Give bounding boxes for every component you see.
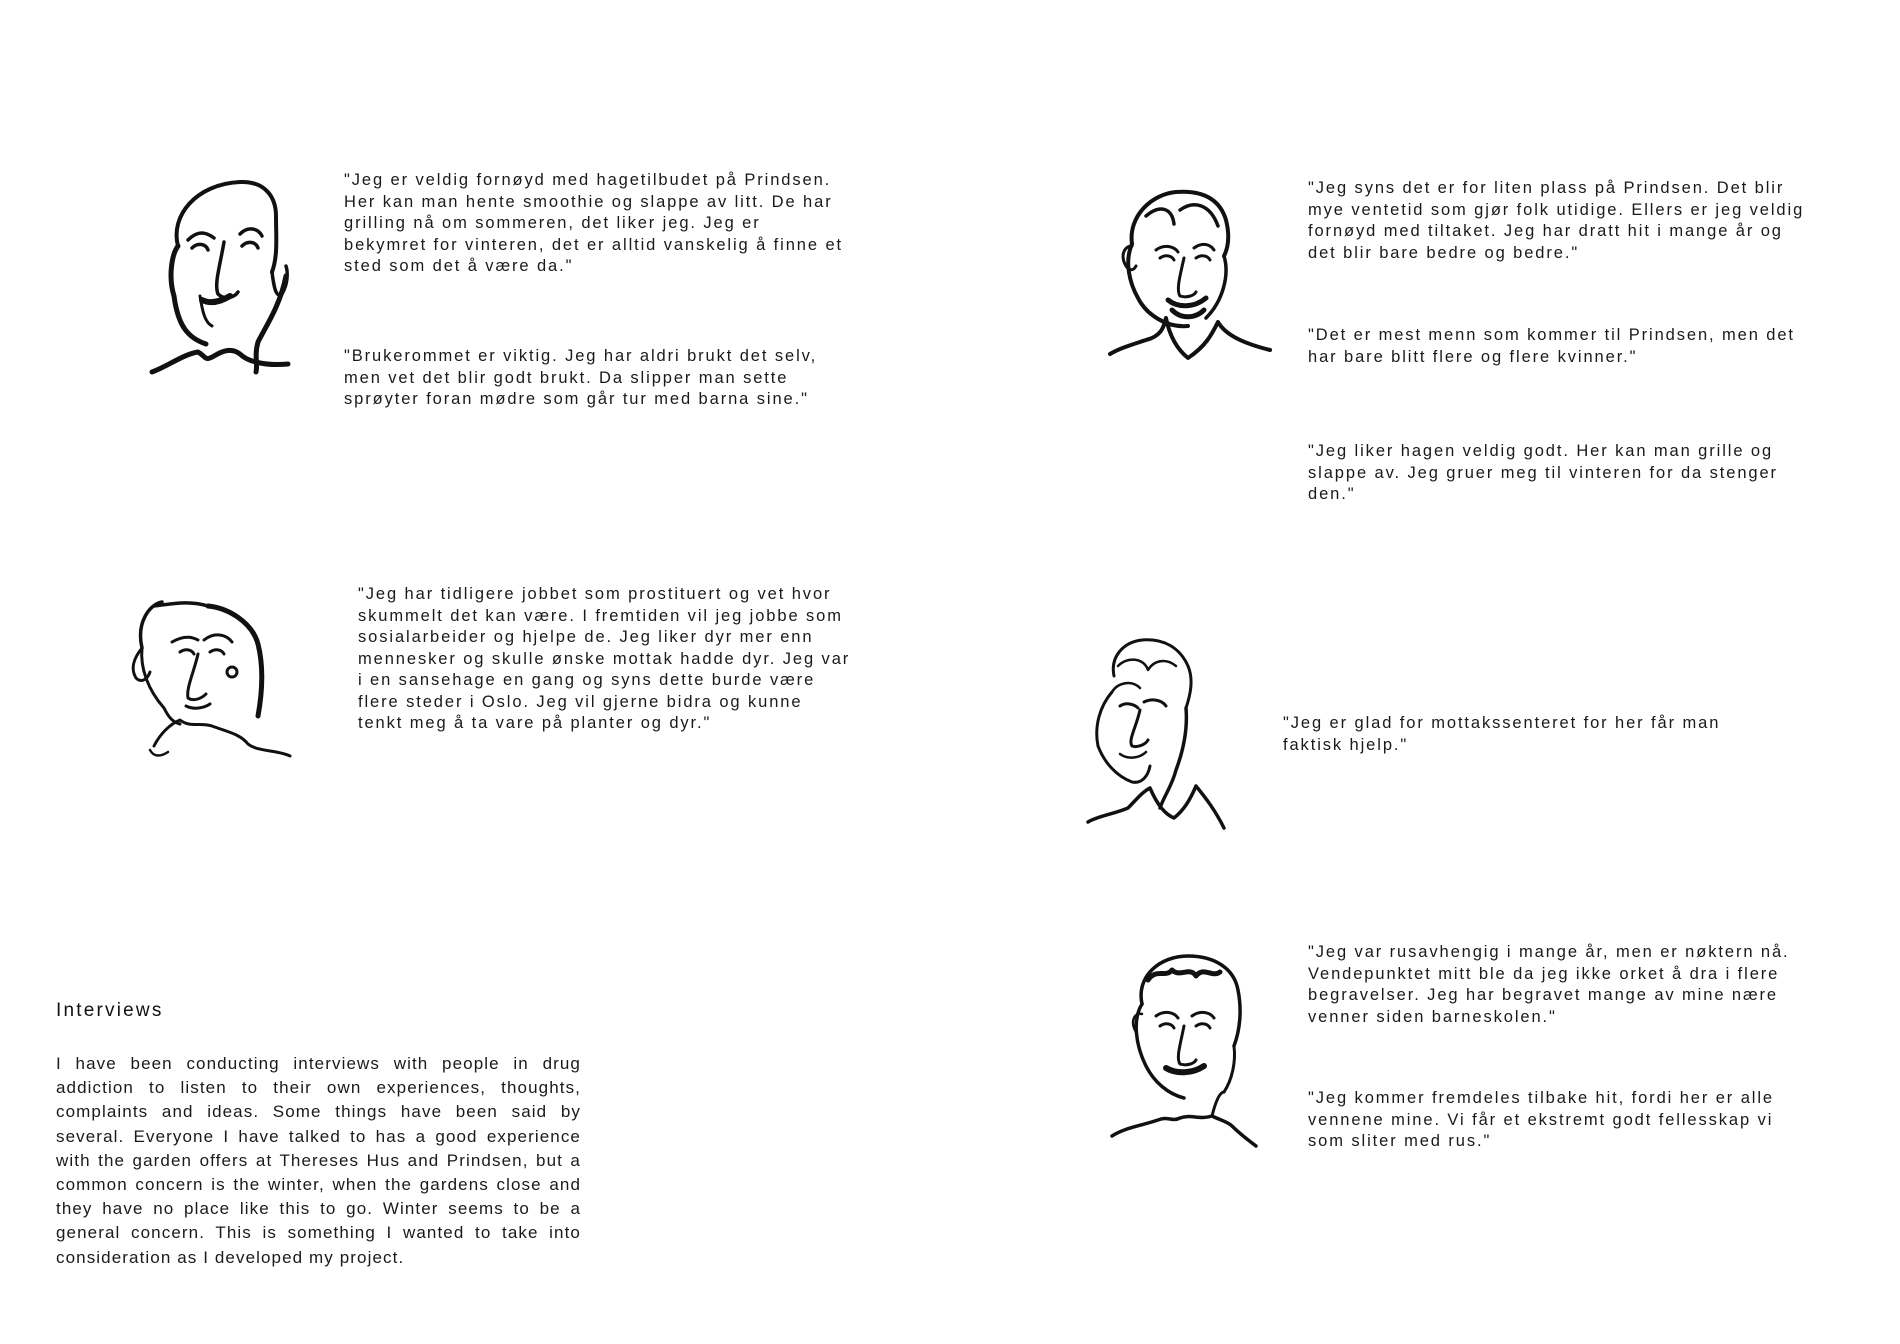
line-drawing-face-man-icon: [148, 176, 298, 386]
portrait-4: [1084, 636, 1234, 836]
quote-text: "Det er mest menn som kommer til Prindsen, men det har bare blitt flere og flere kvinner.": [1308, 326, 1795, 366]
section-body-text: I have been conducting interviews with people in drug addiction to listen to their own experiences, thoughts, complaints and ideas. Some things have been said by several. Everyone I have talked to has a good experience with the garden offers at Thereses Hus and Prindsen, but a common concern is the winter, when the gardens close and they have no place like this to go. Winter seems to be a general concern. This is something I wanted to take into consideration as I developed my project.: [56, 1054, 581, 1267]
line-drawing-face-woman-icon: [128, 598, 298, 768]
quote-text: "Jeg kommer fremdeles tilbake hit, fordi her er alle vennene mine. Vi får et ekstremt godt fellesskap vi som sliter med rus.": [1308, 1089, 1774, 1150]
line-drawing-face-profile-man-icon: [1084, 636, 1234, 836]
quote-text: "Jeg har tidligere jobbet som prostituert og vet hvor skummelt det kan være. I fremtiden vil jeg jobbe som sosialarbeider og hjelpe de. Jeg liker dyr mer enn mennesker og skulle ønske mottak hadde dyr. Jeg var i en sansehage en gang og syns dette burde være flere steder i Oslo. Jeg vil gjerne bidra og kunne tenkt meg å ta vare på planter og dyr.": [358, 585, 851, 732]
portrait-5: [1108, 950, 1268, 1150]
portrait-3: [1106, 186, 1276, 376]
quote-text: "Brukerommet er viktig. Jeg har aldri brukt det selv, men vet det blir godt brukt. Da slipper man sette sprøyter foran mødre som går tur med barna sine.": [344, 347, 818, 408]
quote-text: "Jeg er veldig fornøyd med hagetilbudet på Prindsen. Her kan man hente smoothie og slappe av litt. De har grilling nå om sommeren, det liker jeg. Jeg er bekymret for vinteren, det er alltid vanskelig å finne et sted som det å være da.": [344, 171, 843, 275]
portrait-1: [148, 176, 298, 386]
quote-text: "Jeg var rusavhengig i mange år, men er nøktern nå. Vendepunktet mitt ble da jeg ikke orket å dra i flere begravelser. Jeg har begravet mange av mine nære venner siden barneskolen.": [1308, 943, 1790, 1026]
line-drawing-face-bearded-man-icon: [1106, 186, 1276, 376]
quote-text: "Jeg syns det er for liten plass på Prindsen. Det blir mye ventetid som gjør folk utidige. Ellers er jeg veldig fornøyd med tiltaket. Jeg har dratt hit i mange år og det blir bare bedre og bedre.": [1308, 179, 1805, 262]
quote-text: "Jeg er glad for mottakssenteret for her får man faktisk hjelp.": [1283, 714, 1721, 754]
portrait-2: [128, 598, 298, 768]
quote-text: "Jeg liker hagen veldig godt. Her kan man grille og slappe av. Jeg gruer meg til vinteren for da stenger den.": [1308, 442, 1778, 503]
line-drawing-face-curly-hair-man-icon: [1108, 950, 1268, 1150]
section-heading: Interviews: [56, 1000, 164, 1021]
